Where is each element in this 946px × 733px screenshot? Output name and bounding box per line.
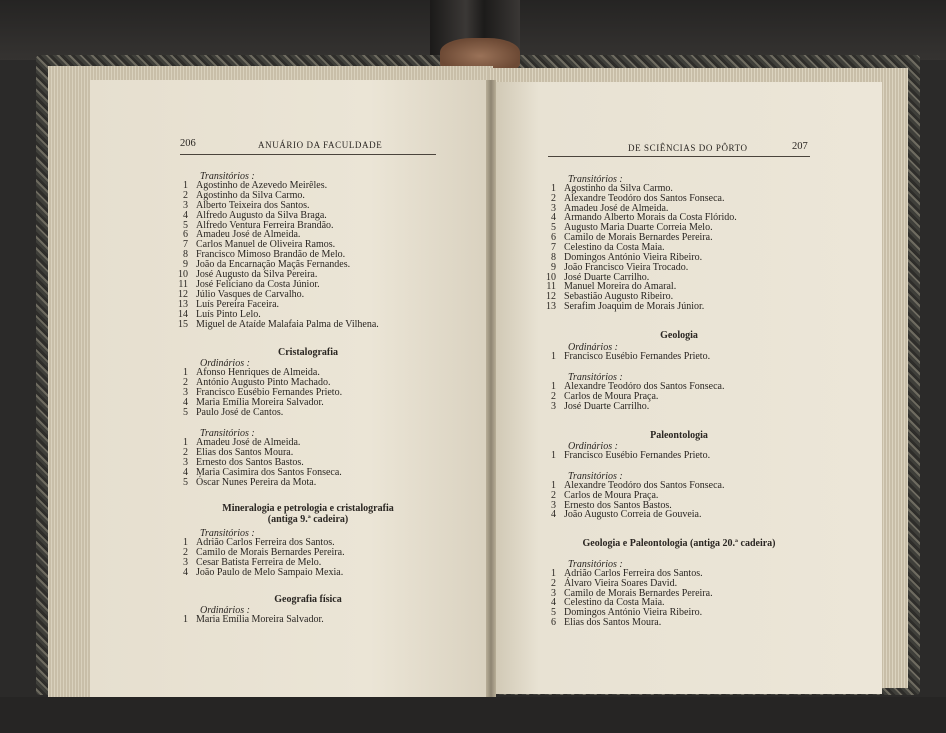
list-item-number: 4 [183,566,188,578]
list-item-name: António Augusto Pinto Machado. [196,376,331,388]
list-item-number: 1 [551,479,556,491]
background-bottom [0,697,946,733]
list-item [180,615,440,625]
list-item-number: 5 [551,222,556,234]
list-item-name: Maria Emília Moreira Salvador. [196,396,324,408]
list-item-name: Amadeu José de Almeida. [196,436,301,448]
list-item-number: 4 [183,209,188,221]
list-item-name: Serafim Joaquim de Morais Júnior. [564,301,705,313]
list-item-number: 2 [551,390,556,402]
section-title: Mineralogia e petrologia e cristalografia [222,503,394,514]
list-item-number: 12 [546,291,556,303]
list-item-number: 3 [183,556,188,568]
group-label: Ordinários : [200,605,250,616]
list-item-name: José Augusto da Silva Pereira. [196,269,318,280]
right-page-number: 207 [792,141,808,152]
list-item-name: Cesar Batista Ferreira de Melo. [196,556,322,568]
list-item [548,302,808,312]
list-item-number: 10 [546,271,556,283]
list-item-name: Sebastião Augusto Ribeiro. [564,291,674,303]
list-item-name: Ernesto dos Santos Bastos. [196,456,304,468]
list-item-number: 14 [178,308,188,320]
list-item-number: 1 [551,182,556,194]
list-item-name: Francisco Eusébio Fernandes Prieto. [564,449,711,461]
list-item-number: 4 [183,396,188,408]
list-item-name: Júlio Vasques de Carvalho. [196,288,305,300]
list-item-name: Camilo de Morais Bernardes Pereira. [196,546,345,558]
list-item-number: 15 [178,318,188,330]
section-title: Geologia [660,330,698,341]
list-item-number: 3 [551,202,556,214]
list-item-name: João Francisco Vieira Trocado. [564,261,689,273]
list-item-number: 11 [546,281,556,293]
list-item-number: 10 [178,269,188,280]
list-item [548,510,808,520]
group-label: Transitórios : [568,471,623,482]
list-item [180,408,440,418]
group-label: Transitórios : [568,174,623,185]
list-item [180,478,440,488]
list-item-name: Afonso Henriques de Almeida. [196,366,320,378]
list-item-number: 13 [178,298,188,310]
list-item-name: José Feliciano da Costa Júnior. [196,278,320,290]
list-item-name: Domingos António Vieira Ribeiro. [564,251,703,263]
section-title: Geografia física [274,594,342,605]
list-item-name: Luís Pinto Lelo. [196,308,261,320]
list-item-number: 9 [183,259,188,271]
list-item-name: Celestino da Costa Maia. [564,597,665,609]
list-item [548,352,808,362]
list-item-number: 6 [183,229,188,241]
group-label: Ordinários : [568,441,618,452]
list-item-number: 5 [551,607,556,619]
list-item-name: Luís Pereira Faceira. [196,298,280,310]
list-item-number: 2 [183,546,188,558]
list-item-name: Óscar Nunes Pereira da Mota. [196,476,317,488]
list-item-number: 3 [183,199,188,211]
group-label: Ordinários : [200,358,250,369]
list-item-number: 8 [183,249,188,261]
list-item-name: José Duarte Carrilho. [564,271,650,283]
left-header-rule [180,154,436,155]
list-item-name: Manuel Moreira do Amaral. [564,281,677,293]
list-item-number: 2 [551,577,556,589]
right-header-rule [548,156,810,157]
list-item-number: 1 [183,536,188,548]
group-label: Transitórios : [200,428,255,439]
list-item-name: Domingos António Vieira Ribeiro. [564,607,703,619]
group-label: Transitórios : [200,528,255,539]
list-item-name: Camilo de Morais Bernardes Pereira. [564,587,713,599]
list-item-number: 1 [183,179,188,191]
list-item-number: 1 [183,613,188,625]
list-item [548,402,808,412]
list-item-name: Adrião Carlos Ferreira dos Santos. [196,536,335,548]
list-item-name: José Duarte Carrilho. [564,400,650,412]
left-running-head: ANUÁRIO DA FACULDADE [258,140,383,150]
list-item-number: 3 [183,386,188,398]
list-item-name: Augusto Maria Duarte Correia Melo. [564,222,713,234]
list-item-number: 2 [183,376,188,388]
list-item [548,618,808,628]
list-item-name: Amadeu José de Almeida. [564,202,669,214]
list-item-name: Carlos de Moura Praça. [564,489,659,501]
list-item-number: 6 [551,232,556,244]
list-item-name: Amadeu José de Almeida. [196,229,301,241]
list-item-number: 3 [551,499,556,511]
list-item-number: 1 [551,449,556,461]
list-item-name: João Augusto Correia de Gouveia. [564,509,702,521]
list-item-name: Francisco Eusébio Fernandes Prieto. [564,350,711,362]
list-item-number: 1 [551,350,556,362]
list-item-number: 7 [183,239,188,251]
left-page-number: 206 [180,138,196,149]
list-item-name: Camilo de Morais Bernardes Pereira. [564,232,713,244]
list-item-number: 4 [551,597,556,609]
list-item-number: 3 [551,587,556,599]
list-item-name: Agostinho da Silva Carmo. [564,182,673,194]
list-item-number: 11 [178,278,188,290]
list-item-name: Alexandre Teodóro dos Santos Fonseca. [564,380,725,392]
list-item-number: 2 [183,446,188,458]
list-item-number: 4 [551,212,556,224]
list-item-number: 13 [546,301,556,313]
list-item-number: 2 [183,189,188,201]
group-label: Transitórios : [200,171,255,182]
list-item-name: Alfredo Augusto da Silva Braga. [196,209,327,221]
list-item-name: Francisco Mimoso Brandão de Melo. [196,249,346,261]
list-item-number: 1 [551,380,556,392]
list-item-name: Armando Alberto Morais da Costa Flórido. [564,212,737,224]
list-item-name: Francisco Eusébio Fernandes Prieto. [196,386,343,398]
list-item-name: Adrião Carlos Ferreira dos Santos. [564,567,703,579]
book-gutter [486,80,496,697]
list-item-number: 5 [183,219,188,231]
list-item-name: Álvaro Vieira Soares David. [564,577,678,589]
list-item-number: 1 [183,366,188,378]
list-item-number: 3 [551,400,556,412]
section-title: Geologia e Paleontologia (antiga 20.ª cadeira) [582,538,776,549]
list-item-number: 5 [183,476,188,488]
section-subtitle: (antiga 9.ª cadeira) [267,514,349,525]
list-item-name: Elias dos Santos Moura. [196,446,294,458]
list-item-number: 3 [183,456,188,468]
list-item-name: João Paulo de Melo Sampaio Mexia. [196,566,344,578]
section-title: Cristalografia [278,347,338,358]
list-item-number: 4 [551,509,556,521]
list-item [548,451,808,461]
list-item-name: Elias dos Santos Moura. [564,617,662,629]
list-item [180,568,440,578]
group-label: Ordinários : [568,342,618,353]
list-item-name: Alberto Teixeira dos Santos. [196,199,310,211]
list-item-name: Maria Emília Moreira Salvador. [196,613,324,625]
list-item-number: 6 [551,617,556,629]
list-item [180,320,440,330]
list-item-name: Alexandre Teodóro dos Santos Fonseca. [564,479,725,491]
list-item-number: 1 [183,436,188,448]
group-label: Transitórios : [568,559,623,570]
list-item-name: Carlos de Moura Praça. [564,390,659,402]
list-item-name: Carlos Manuel de Oliveira Ramos. [196,239,336,251]
section-title: Paleontologia [650,430,708,441]
list-item-name: Maria Casimira dos Santos Fonseca. [196,466,342,478]
group-label: Transitórios : [568,372,623,383]
list-item-name: Ernesto dos Santos Bastos. [564,499,672,511]
list-item-number: 9 [551,261,556,273]
list-item-number: 7 [551,241,556,253]
list-item-name: Alfredo Ventura Ferreira Brandão. [196,219,334,231]
list-item-number: 1 [551,567,556,579]
list-item-number: 8 [551,251,556,263]
list-item-number: 2 [551,192,556,204]
list-item-number: 12 [178,288,188,300]
list-item-name: João da Encarnação Maçãs Fernandes. [196,259,351,271]
list-item-name: Paulo José de Cantos. [196,406,284,418]
list-item-name: Agostinho de Azevedo Meirêles. [196,179,328,191]
list-item-name: Alexandre Teodóro dos Santos Fonseca. [564,192,725,204]
list-item-name: Celestino da Costa Maia. [564,241,665,253]
right-running-head: DE SCIÊNCIAS DO PÔRTO [628,143,748,153]
list-item-name: Miguel de Ataíde Malafaia Palma de Vilhena. [196,318,379,330]
list-item-number: 4 [183,466,188,478]
list-item-name: Agostinho da Silva Carmo. [196,189,305,201]
list-item-number: 5 [183,406,188,418]
list-item-number: 2 [551,489,556,501]
